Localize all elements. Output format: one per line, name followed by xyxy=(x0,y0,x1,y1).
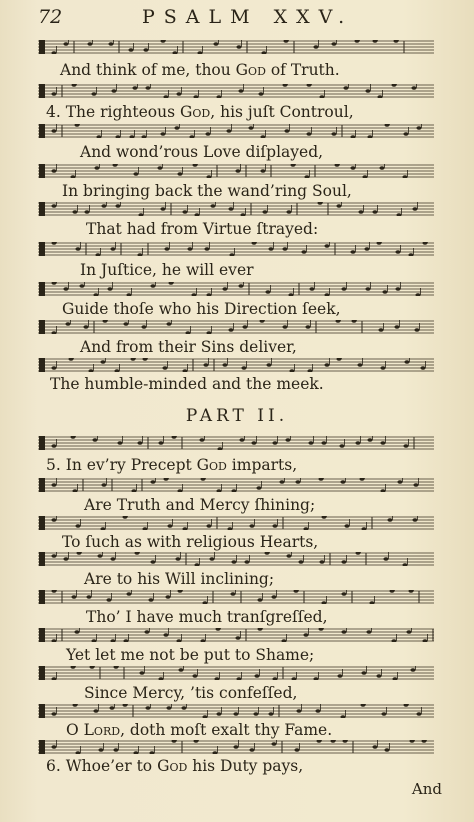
music-staff xyxy=(38,666,434,680)
lyric-line: Guide thoſe who his Direction ſeek, xyxy=(62,300,341,318)
lyric-line: 4. The righteous God, his juſt Controul, xyxy=(46,103,354,121)
music-staff xyxy=(38,358,434,372)
lyric-line: And wond’rous Love diſplayed, xyxy=(80,143,324,161)
lyric-line: Since Mercy, ’tis confeſſed, xyxy=(84,684,298,702)
music-staff xyxy=(38,552,434,566)
lyric-line: To ſuch as with religious Hearts, xyxy=(62,533,319,551)
lyric-line: Tho’ I have much tranſgreſſed, xyxy=(86,608,328,626)
lyric-line: And think of me, thou God of Truth. xyxy=(60,61,340,79)
music-staff xyxy=(38,242,434,256)
music-staff xyxy=(38,704,434,718)
part-heading: PART II. xyxy=(185,406,289,426)
lyric-line: Are Truth and Mercy ſhining; xyxy=(84,496,316,514)
music-staff xyxy=(38,84,434,98)
running-head: PSALM XXV. xyxy=(142,6,354,28)
lyric-line: Yet let me not be put to Shame; xyxy=(66,646,315,664)
lyric-line: In bringing back the wand’ring Soul, xyxy=(62,182,352,200)
music-staff xyxy=(38,202,434,216)
music-staff xyxy=(38,436,434,450)
music-staff xyxy=(38,478,434,492)
lyric-line: The humble-minded and the meek. xyxy=(50,375,324,393)
lyric-line: 5. In ev’ry Precept God imparts, xyxy=(46,456,298,474)
page-header xyxy=(38,4,382,30)
music-staff xyxy=(38,164,434,178)
lyric-line: That had from Virtue ſtrayed: xyxy=(86,220,319,238)
lyric-line: And from their Sins deliver, xyxy=(80,338,297,356)
music-staff xyxy=(38,516,434,530)
music-staff xyxy=(38,40,434,54)
music-staff xyxy=(38,590,434,604)
lyric-line: Are to his Will inclining; xyxy=(84,570,275,588)
lyric-line: In Juſtice, he will ever xyxy=(80,261,254,279)
music-staff xyxy=(38,282,434,296)
music-staff xyxy=(38,628,434,642)
lyric-line: O Lord, doth moſt exalt thy Fame. xyxy=(66,721,333,739)
music-staff xyxy=(38,740,434,754)
music-staff xyxy=(38,320,434,334)
lyric-line: 6. Whoe’er to God his Duty pays, xyxy=(46,757,304,775)
music-staff xyxy=(38,124,434,138)
catchword: And xyxy=(411,780,442,798)
page-number: 72 xyxy=(38,6,63,28)
